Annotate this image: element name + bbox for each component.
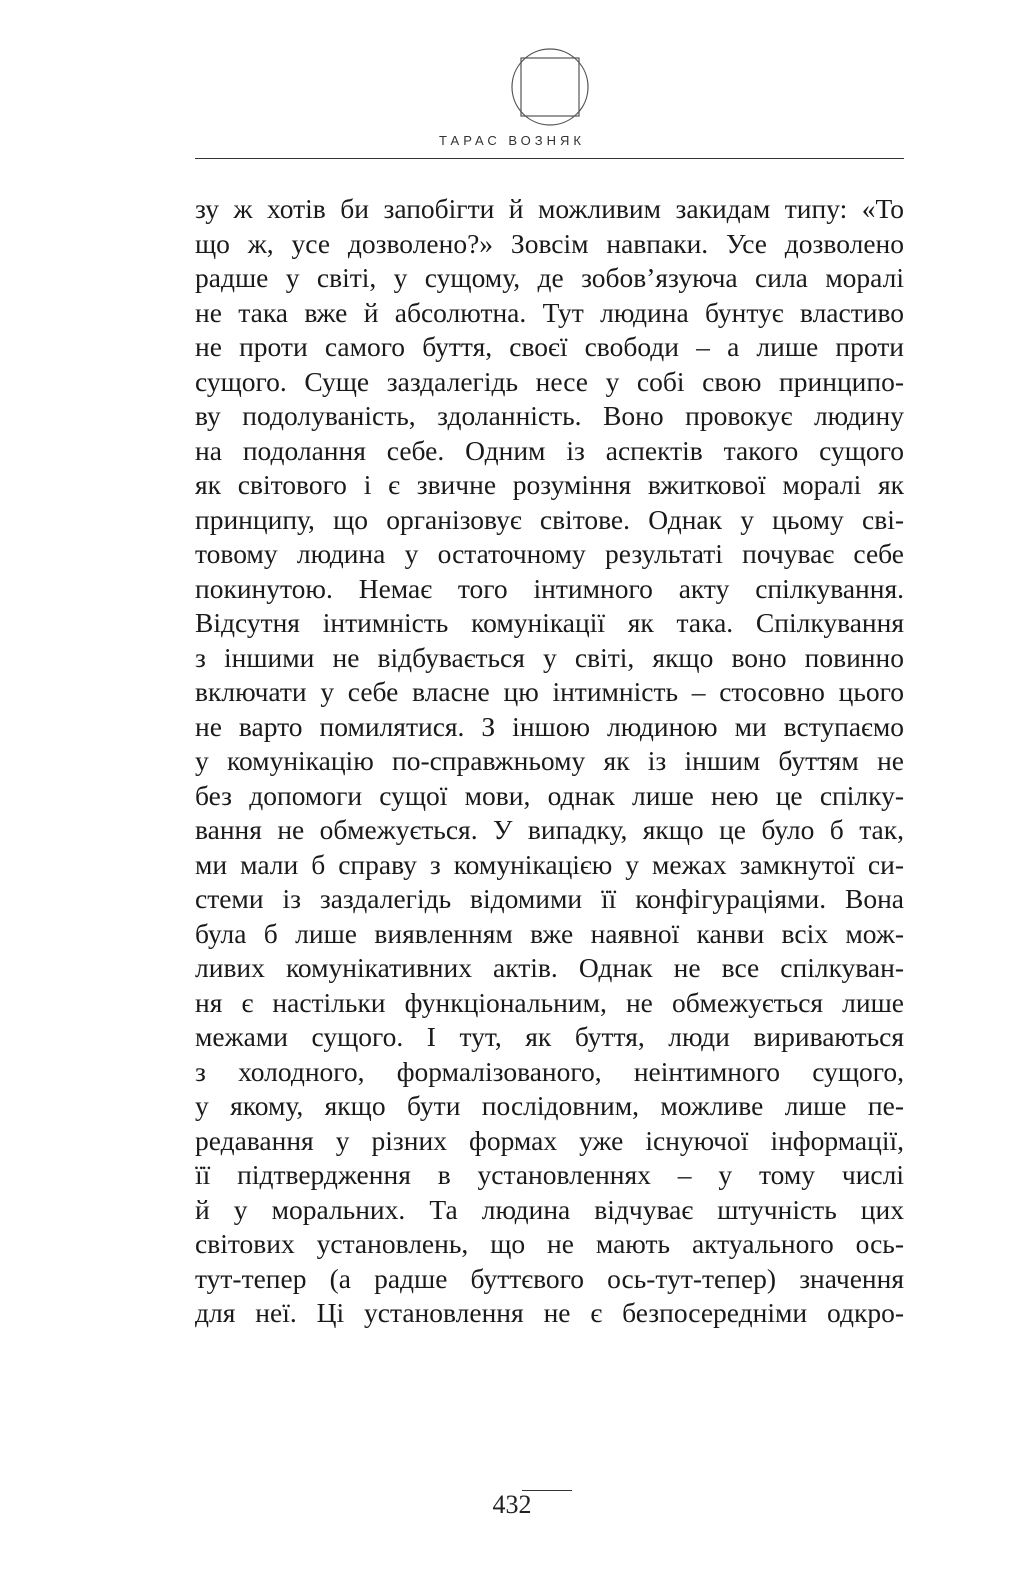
text-line: з холодного, формалізованого, неінтимного сущого, [195,1055,904,1087]
text-line: ня є настільки функціональним, не обмежується лише [195,986,904,1018]
text-line: що ж, усе дозволено?» Зовсім навпаки. Усе дозволено [195,227,904,259]
text-line: включати у себе власне цю інтимність – стосовно цього [195,676,904,707]
text-line: як світового і є звичне розуміння вжиткової моралі як [195,469,904,500]
text-line: межами сущого. І тут, як буття, люди вириваються [195,1021,904,1052]
text-line: не така вже й абсолютна. Тут людина бунтує властиво [195,296,904,328]
text-line: світових установлень, що не мають актуального ось- [195,1228,904,1259]
text-line: принципу, що організовує світове. Однак у цьому сві- [195,503,904,535]
text-line: без допомоги сущої мови, однак лише нею це спілку- [195,779,904,811]
text-line: у комунікацію по-справжньому як із іншим буттям не [195,745,904,776]
page-number: 432 [492,1490,532,1519]
text-line: сущого. Суще заздалегідь несе у собі свою принципо- [195,365,904,397]
text-line: не варто помилятися. З іншою людиною ми вступаємо [195,710,904,742]
text-line: була б лише виявленням вже наявної канви всіх мож- [195,917,904,949]
text-line: ву подолуваність, здоланність. Воно провокує людину [195,400,904,431]
text-line: ми мали б справу з комунікацією у межах замкнутої си- [195,848,904,880]
running-head-author: ТАРАС ВОЗНЯК [439,133,585,148]
text-line: радше у світі, у сущому, де зобов’язуюча сила моралі [195,262,904,293]
text-line: з іншими не відбувається у світі, якщо воно повинно [195,641,904,673]
text-line: товому людина у остаточному результаті почуває себе [195,538,904,569]
text-line: тут-тепер (а радше буттєвого ось-тут-тепер) значення [195,1262,904,1294]
text-line: для неї. Ці установлення не є безпосередніми одкро- [195,1297,904,1328]
text-line: у якому, якщо бути послідовним, можливе лише пе- [195,1090,904,1121]
text-line: покинутою. Немає того інтимного акту спілкування. [195,572,904,604]
text-line: й у моральних. Та людина відчуває штучність цих [195,1193,904,1225]
text-line: стеми із заздалегідь відомими її конфігураціями. Вона [195,883,904,914]
text-line: зу ж хотів би запобігти й можливим закидам типу: «То [195,193,904,224]
circle-square-logo [510,47,590,127]
text-line: Відсутня інтимність комунікації як така. Спілкування [195,607,904,638]
body-text [195,192,904,1331]
text-line: ливих комунікативних актів. Однак не все спілкуван- [195,952,904,983]
text-line: не проти самого буття, своєї свободи – а лише проти [195,331,904,362]
text-line: на подолання себе. Одним із аспектів такого сущого [195,434,904,466]
text-line: редавання у різних формах уже існуючої інформації, [195,1124,904,1156]
text-line: вання не обмежується. У випадку, якщо це було б так, [195,814,904,845]
header-rule [195,158,904,159]
text-line: її підтвердження в установленнях – у тому числі [195,1159,904,1190]
